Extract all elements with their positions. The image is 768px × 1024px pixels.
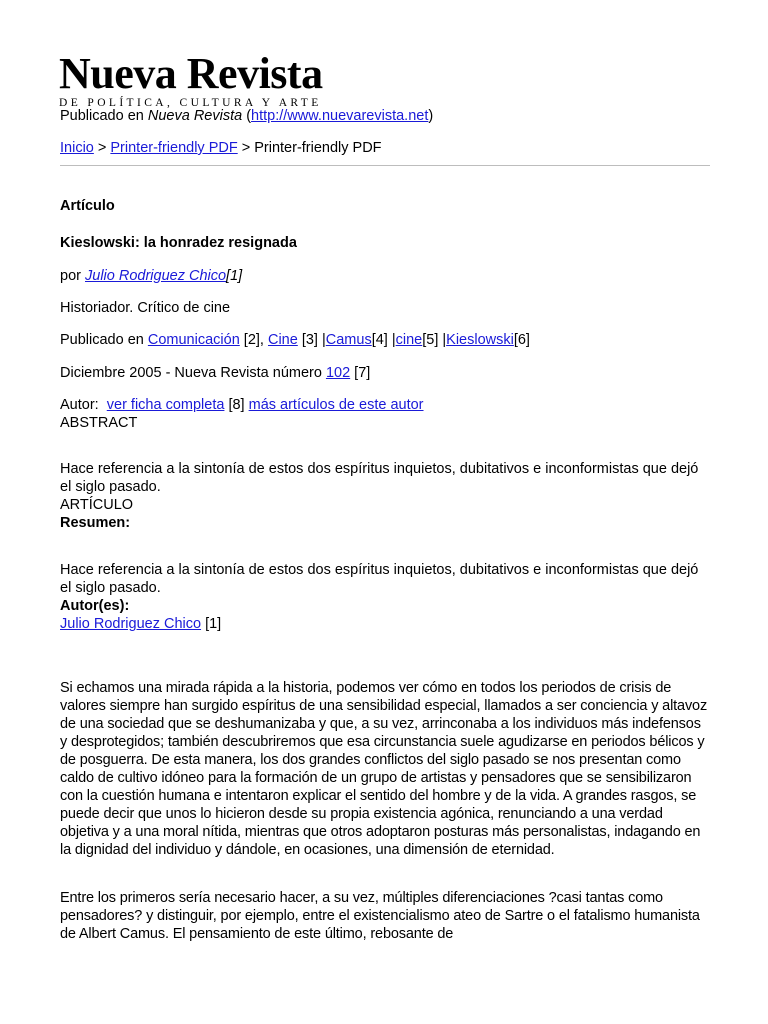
published-line — [60, 107, 710, 125]
ref-3: [3] | — [297, 332, 326, 348]
breadcrumb-separator: > — [237, 140, 255, 156]
author-ref: [1] — [226, 268, 243, 284]
author-link[interactable]: Julio Rodriguez Chico — [85, 268, 227, 284]
issue-prefix: Diciembre 2005 - Nueva Revista número — [60, 365, 326, 381]
logo — [59, 49, 323, 109]
abstract-heading: ABSTRACT — [60, 415, 138, 431]
ref-5: [5] | — [422, 332, 447, 348]
by-prefix: por — [60, 268, 85, 284]
paren-open: ( — [242, 108, 252, 124]
byline — [60, 267, 710, 285]
ref-4: [4] | — [371, 332, 396, 348]
autores-line — [60, 615, 710, 633]
breadcrumb-home-link[interactable]: Inicio — [60, 140, 94, 156]
ref-6: [6] — [513, 332, 530, 348]
published-prefix: Publicado en — [60, 108, 148, 124]
autor-label: Autor: — [60, 397, 107, 413]
abstract-text: Hace referencia a la sintonía de estos dos espíritus inquietos, dubitativos e inconformistas que dejó el siglo pasado. — [60, 461, 699, 495]
ref-8: [8] — [224, 397, 249, 413]
tag-link-camus[interactable]: Camus — [325, 332, 372, 348]
section-label: Artículo — [60, 198, 115, 214]
published-in-prefix: Publicado en — [60, 332, 148, 348]
issue-line — [60, 364, 710, 382]
journal-url-link[interactable]: http://www.nuevarevista.net — [251, 108, 429, 124]
tag-link-cine[interactable]: cine — [395, 332, 423, 348]
resumen-text: Hace referencia a la sintonía de estos dos espíritus inquietos, dubitativos e inconformistas que dejó el siglo pasado. — [60, 562, 699, 596]
category-link-comunicacion[interactable]: Comunicación — [147, 332, 240, 348]
divider — [60, 165, 710, 166]
logo-subtitle: DE POLÍTICA, CULTURA Y ARTE — [59, 97, 322, 109]
breadcrumb-current: Printer-friendly PDF — [254, 140, 382, 156]
category-link-cine[interactable]: Cine — [267, 332, 298, 348]
body-paragraph: Si echamos una mirada rápida a la historia, podemos ver cómo en todos los periodos de crisis de valores siempre han surgido espíritus de una sensibilidad especial, llamados a ser conciencia y altavoz de una sociedad que se deshumanizaba y que, a su vez, arrinconaba a los individuos más indefensos y desprotegidos; también descubriremos que esa circunstancia suele agudizarse en periodos bélicos y de posguerra. De esta manera, los dos grandes conflictos del siglo pasado se nos presentan como caldo de cultivo idóneo para la formación de un grupo de artistas y pensadores que se sensibilizaron con la cuestión humana e intentaron explicar el sentido del hombre y de la vida. A grandes rasgos, se puede decir que unos lo hicieron desde su propia existencia agónica, renunciando a una verdad objetiva y a una moral nítida, mientras que otros adoptaron posturas más personalistas, indagando en la dignidad del individuo y dándole, en ocasiones, una dimensión de eternidad. — [60, 680, 708, 858]
autor-line — [60, 396, 710, 414]
tag-link-kieslowski[interactable]: Kieslowski — [446, 332, 514, 348]
autores-author-link[interactable]: Julio Rodriguez Chico — [60, 616, 202, 632]
articulo-heading: ARTÍCULO — [60, 497, 134, 513]
article-title: Kieslowski: la honradez resignada — [60, 235, 297, 251]
issue-number-link[interactable]: 102 — [325, 365, 351, 381]
ref-7: [7] — [350, 365, 371, 381]
body-paragraph: Entre los primeros sería necesario hacer, a su vez, múltiples diferenciaciones ?casi tantas como pensadores? y distinguir, por ejemplo, entre el existencialismo ateo de Sartre o el fatalismo humanista de Albert Camus. El pensamiento de este último, rebosante de — [60, 890, 700, 942]
journal-name: Nueva Revista — [147, 108, 243, 124]
ref-1: [1] — [201, 616, 222, 632]
author-role: Historiador. Crítico de cine — [60, 300, 231, 316]
more-articles-link[interactable]: más artículos de este autor — [248, 397, 424, 413]
author-profile-link[interactable]: ver ficha completa — [106, 397, 225, 413]
resumen-label: Resumen: — [60, 515, 131, 531]
published-in-line — [60, 331, 710, 349]
breadcrumb-printer-link[interactable]: Printer-friendly PDF — [110, 140, 238, 156]
breadcrumb-separator: > — [93, 140, 111, 156]
autores-label: Autor(es): — [60, 598, 130, 614]
logo-title: Nueva Revista — [59, 49, 323, 98]
breadcrumb — [60, 139, 710, 157]
paren-close: ) — [428, 108, 434, 124]
ref-2: [2], — [239, 332, 268, 348]
